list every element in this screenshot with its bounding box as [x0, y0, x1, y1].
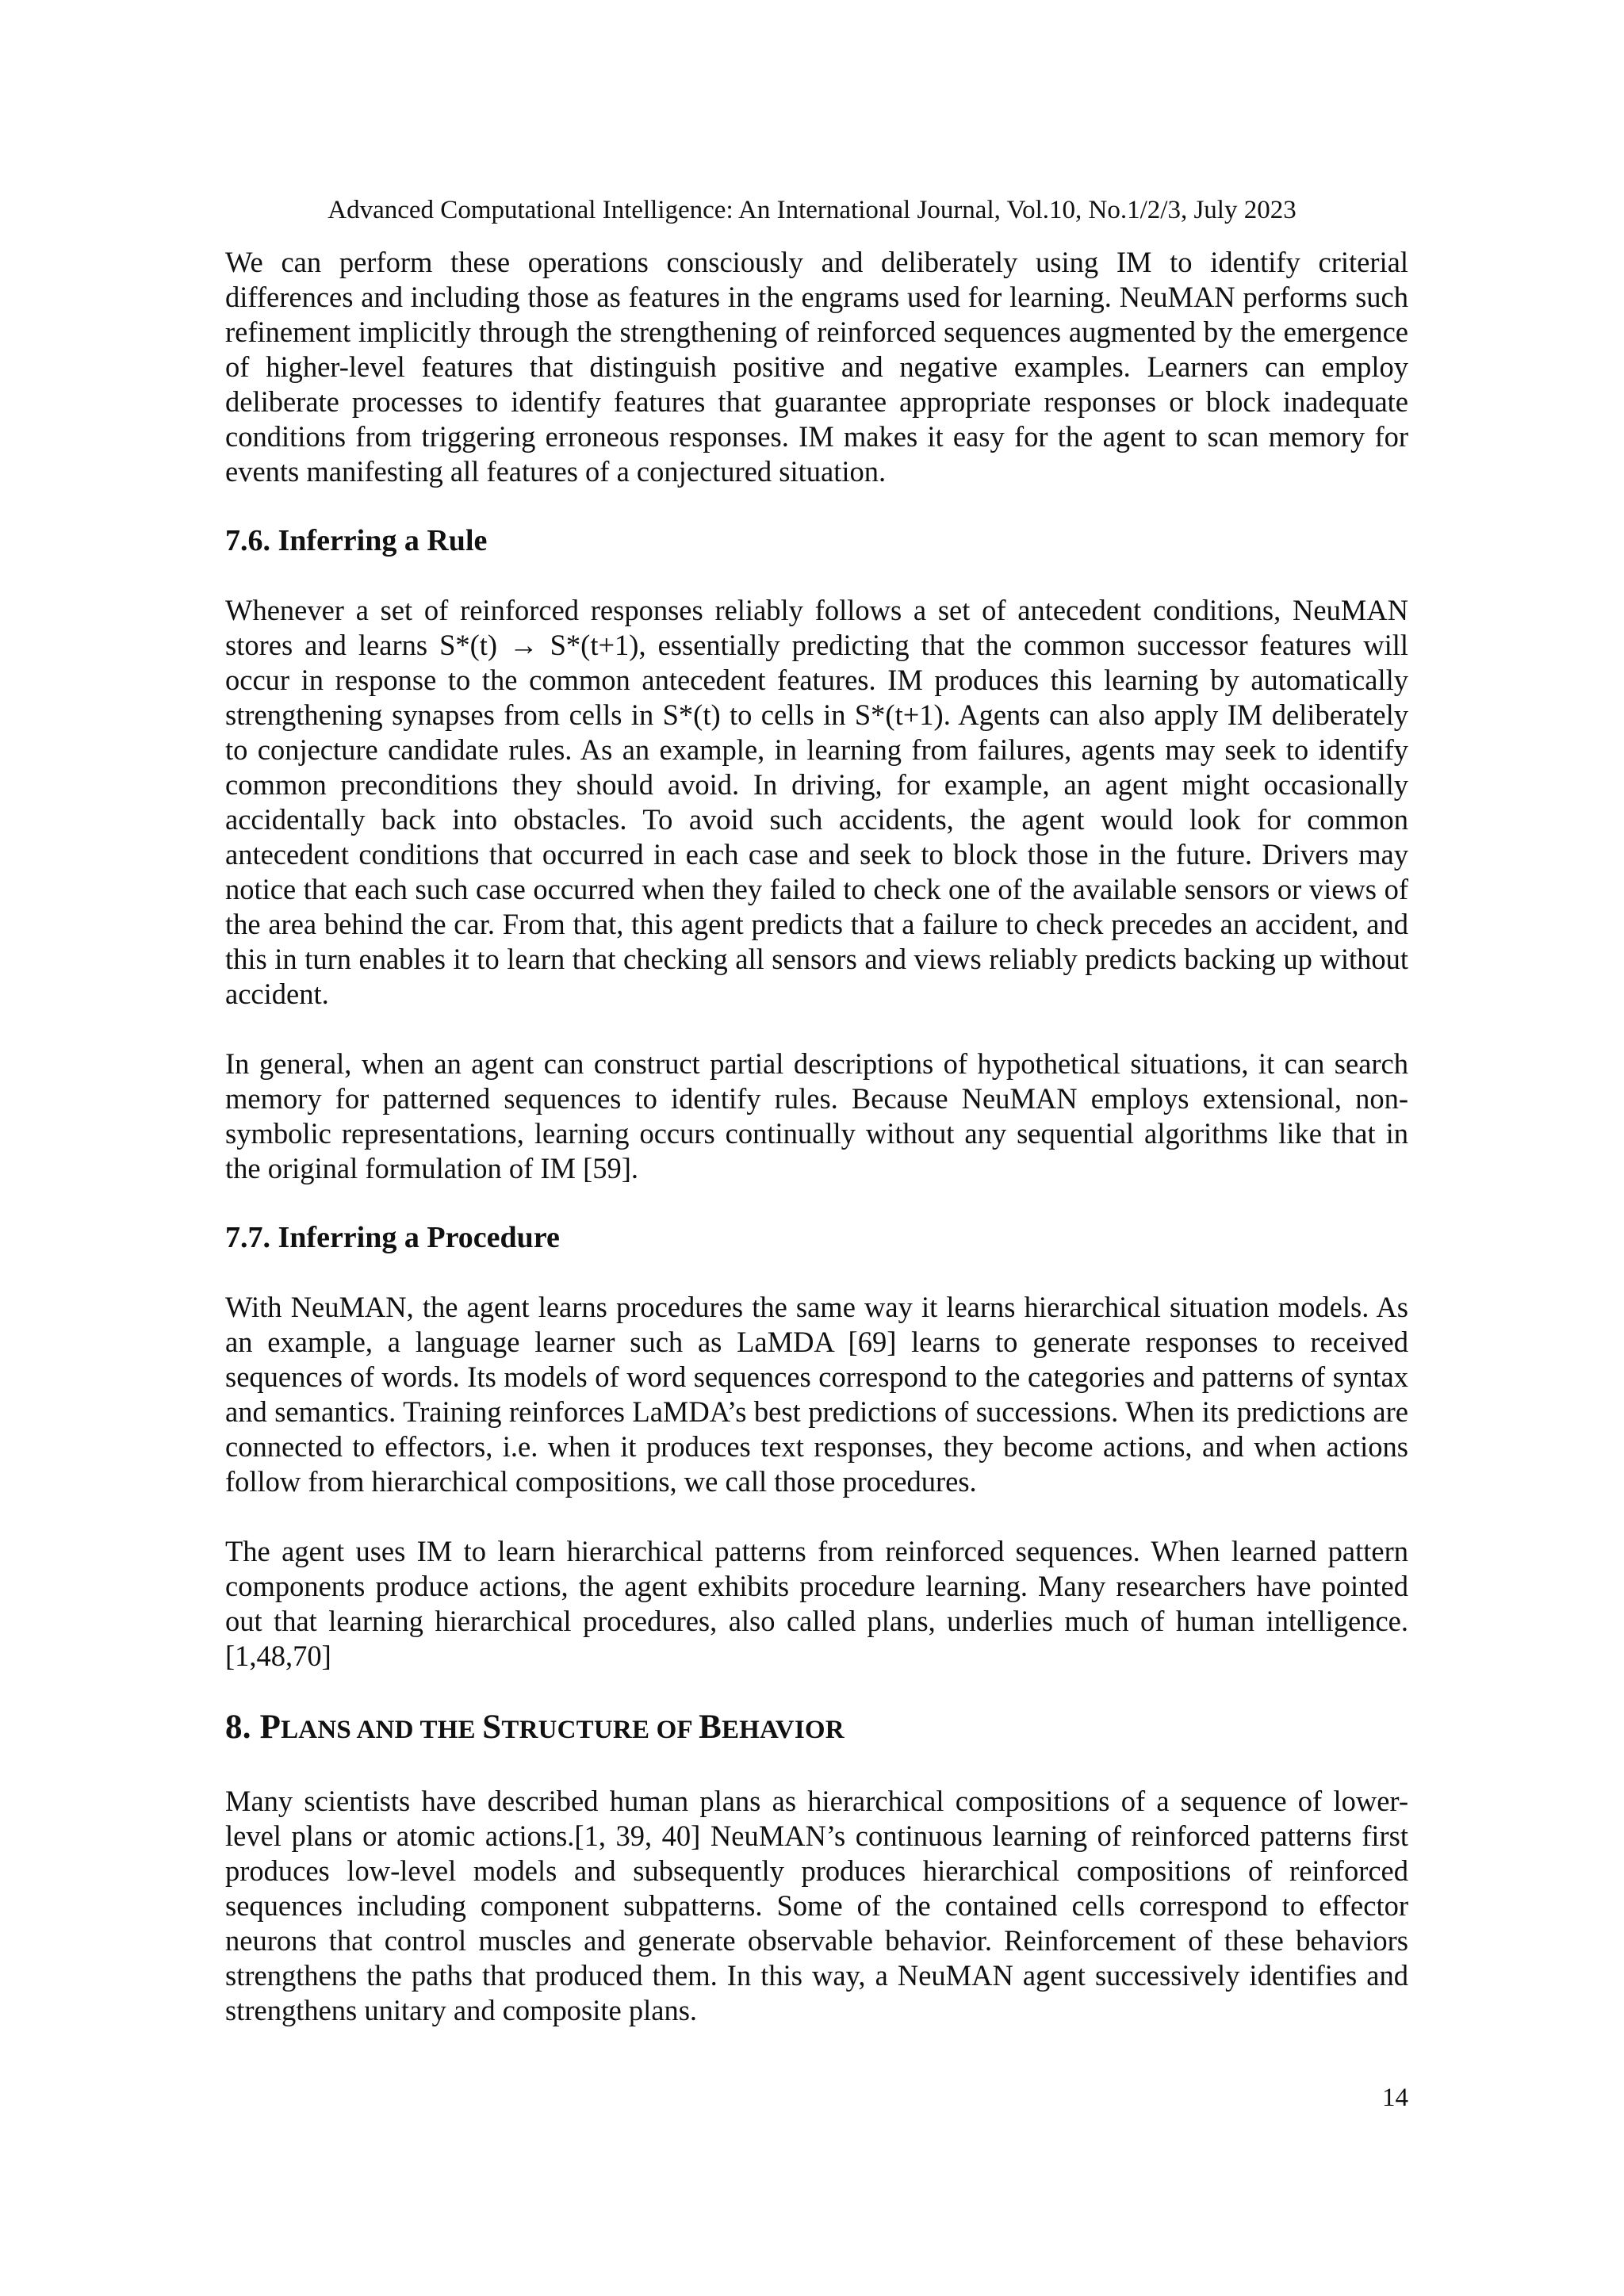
section-8-title-cap: S — [482, 1709, 502, 1746]
section-8-title-small: TRUCTURE OF — [501, 1716, 699, 1744]
section-8-heading — [225, 1709, 1408, 1749]
section-7-7-paragraph-1: With NeuMAN, the agent learns procedures the same way it learns hierarchical situation models. As an example, a language learner such as LaMDA [69] learns to generate responses to received sequences of words. Its models of word sequences correspond to the categories and patterns of syntax and semantics. Training reinforces LaMDA’s best predictions of successions. When its predictions are connected to effectors, i.e. when it produces text responses, they become actions, and when actions follow from hierarchical compositions, we call those procedures. — [225, 1291, 1408, 1498]
intro-paragraph: We can perform these operations consciously and deliberately using IM to identify criterial differences and including those as features in the engrams used for learning. NeuMAN performs such refinement implicitly through the strengthening of reinforced sequences augmented by the emergence of higher-level features that distinguish positive and negative examples. Learners can employ deliberate processes to identify features that guarantee appropriate responses or block inadequate conditions from triggering erroneous responses. IM makes it easy for the agent to scan memory for events manifesting all features of a conjectured situation. — [225, 246, 1408, 488]
section-8-title-small: LANS AND THE — [281, 1716, 483, 1744]
section-7-6-heading: 7.6. Inferring a Rule — [225, 524, 488, 557]
section-7-6-paragraph-2: In general, when an agent can construct partial descriptions of hypothetical situations, it can search memory for patterned sequences to identify rules. Because NeuMAN employs extensional, non-symbolic representations, learning occurs continually without any sequential algorithms like that in the original formulation of IM [59]. — [225, 1047, 1408, 1184]
section-7-7-paragraph-2: The agent uses IM to learn hierarchical patterns from reinforced sequences. When learned pattern components produce actions, the agent exhibits procedure learning. Many researchers have pointed out that learning hierarchical procedures, also called plans, underlies much of human intelligence.[1,48,70] — [225, 1535, 1408, 1672]
section-8-title-cap: B — [699, 1709, 722, 1746]
page-number: 14 — [1382, 2084, 1408, 2112]
section-8-title-cap: P — [259, 1709, 282, 1746]
section-7-6-paragraph-1: Whenever a set of reinforced responses reliably follows a set of antecedent conditions, NeuMAN stores and learns S*(t) → S*(t+1), essentially predicting that the common successor features will occur in response to the common antecedent features. IM produces this learning by automatically strengthening synapses from cells in S*(t) to cells in S*(t+1). Agents can also apply IM deliberately to conjecture candidate rules. As an example, in learning from failures, agents may seek to identify common preconditions they should avoid. In driving, for example, an agent might occasionally accidentally back into obstacles. To avoid such accidents, the agent would look for common antecedent conditions that occurred in each case and seek to block those in the future. Drivers may notice that each such case occurred when they failed to check one of the available sensors or views of the area behind the car. From that, this agent predicts that a failure to check precedes an accident, and this in turn enables it to learn that checking all sensors and views reliably predicts backing up without accident. — [225, 594, 1408, 1010]
section-8-paragraph-1: Many scientists have described human plans as hierarchical compositions of a sequence of lower-level plans or atomic actions.[1, 39, 40] NeuMAN’s continuous learning of reinforced patterns first produces low-level models and subsequently produces hierarchical compositions of reinforced sequences including component subpatterns. Some of the contained cells correspond to effector neurons that control muscles and generate observable behavior. Reinforcement of these behaviors strengthens the paths that produced them. In this way, a NeuMAN agent successively identifies and strengthens unitary and composite plans. — [225, 1785, 1408, 2026]
section-7-7-heading: 7.7. Inferring a Procedure — [225, 1221, 560, 1254]
section-8-number: 8. — [225, 1709, 251, 1746]
page-body — [225, 245, 1408, 2028]
section-8-title-small: EHAVIOR — [721, 1716, 845, 1744]
running-header: Advanced Computational Intelligence: An International Journal, Vol.10, No.1/2/3, July 2023 — [327, 196, 1297, 224]
